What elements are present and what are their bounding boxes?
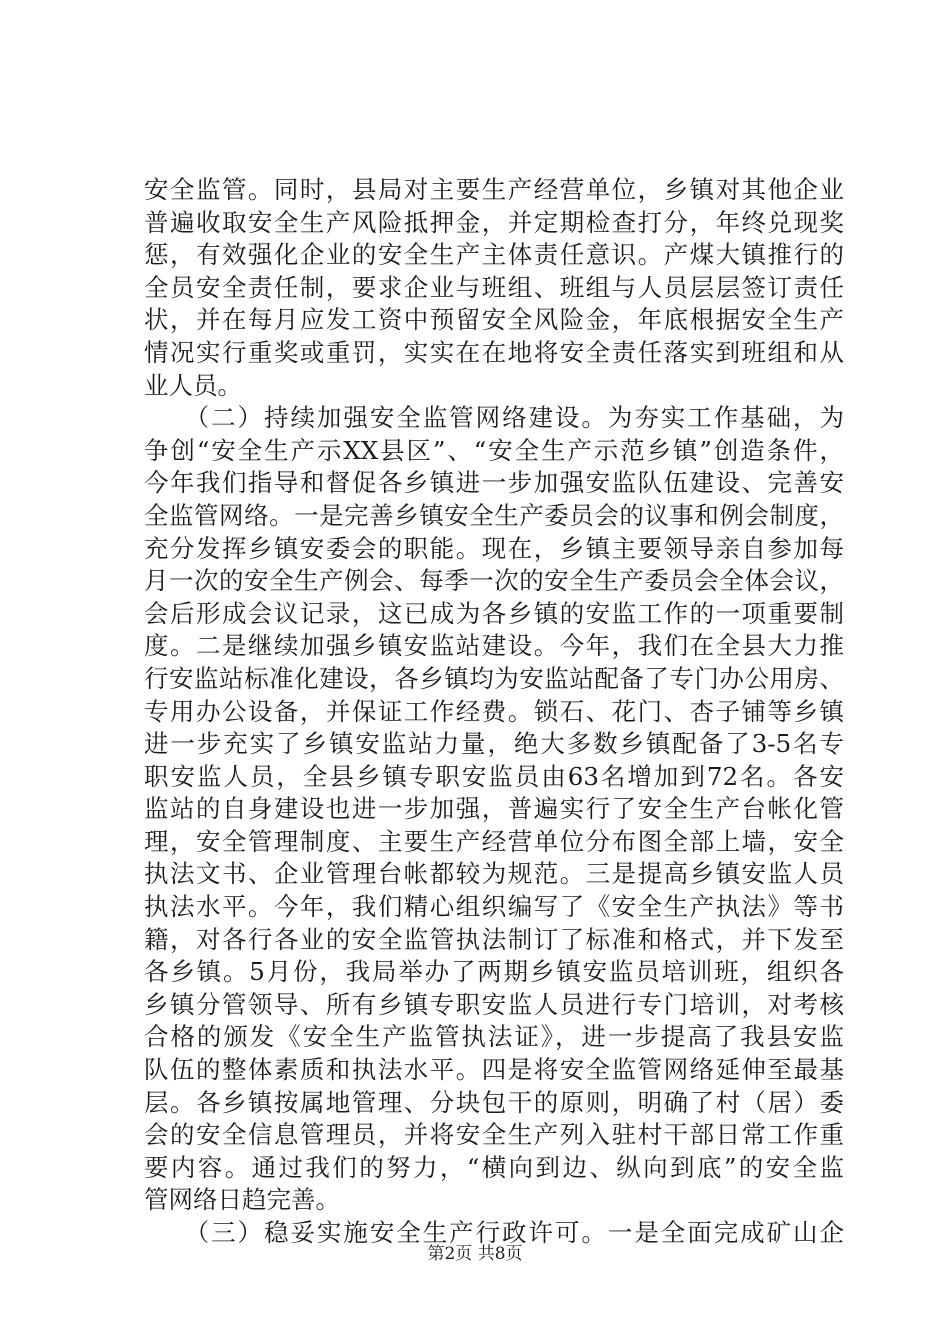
text-line: 会的安全信息管理员，并将安全生产列入驻村干部日常工作重 xyxy=(144,1120,844,1150)
text-line: 监站的自身建设也进一步加强，普遍实行了安全生产台帐化管 xyxy=(144,794,844,824)
text-line: 籍，对各行各业的安全监管执法制订了标准和格式，并下发至 xyxy=(144,924,844,954)
text-line: 行安监站标准化建设，各乡镇均为安监站配备了专门办公用房、 xyxy=(144,663,844,693)
text-line: 会后形成会议记录，这已成为各乡镇的安监工作的一项重要制 xyxy=(144,598,844,628)
text-line: 全监管网络。一是完善乡镇安全生产委员会的议事和例会制度， xyxy=(144,500,844,530)
text-line: 执法水平。今年，我们精心组织编写了《安全生产执法》等书 xyxy=(144,892,844,922)
text-line: 各乡镇。5月份，我局举办了两期乡镇安监员培训班，组织各 xyxy=(144,957,844,987)
text-line: 理，安全管理制度、主要生产经营单位分布图全部上墙，安全 xyxy=(144,826,844,856)
page-number-footer: 第2页 共8页 xyxy=(427,1244,523,1264)
text-line: 状，并在每月应发工资中预留安全风险金，年底根据安全生产 xyxy=(144,305,844,335)
text-line: 普遍收取安全生产风险抵押金，并定期检查打分，年终兑现奖 xyxy=(144,207,844,237)
text-line: 争创“安全生产示XX县区”、“安全生产示范乡镇”创造条件， xyxy=(144,435,844,465)
document-body xyxy=(144,174,844,1250)
text-line: 惩，有效强化企业的安全生产主体责任意识。产煤大镇推行的 xyxy=(144,240,844,270)
text-line: 要内容。通过我们的努力，“横向到边、纵向到底”的安全监 xyxy=(144,1152,844,1182)
text-line: 情况实行重奖或重罚，实实在在地将安全责任落实到班组和从 xyxy=(144,337,844,367)
text-line: 管网络日趋完善。 xyxy=(144,1185,340,1215)
text-line: 月一次的安全生产例会、每季一次的安全生产委员会全体会议， xyxy=(144,566,844,596)
text-line: 队伍的整体素质和执法水平。四是将安全监管网络延伸至最基 xyxy=(144,1055,844,1085)
text-line: 进一步充实了乡镇安监站力量，绝大多数乡镇配备了3-5名专 xyxy=(144,729,844,759)
text-line: 职安监人员，全县乡镇专职安监员由63名增加到72名。各安 xyxy=(144,761,844,791)
text-line: 全员安全责任制，要求企业与班组、班组与人员层层签订责任 xyxy=(144,272,844,302)
text-line: 业人员。 xyxy=(144,370,242,400)
text-line: 度。二是继续加强乡镇安监站建设。今年，我们在全县大力推 xyxy=(144,631,844,661)
text-line: 层。各乡镇按属地管理、分块包干的原则，明确了村（居）委 xyxy=(144,1087,844,1117)
text-line: （三）稳妥实施安全生产行政许可。一是全面完成矿山企 xyxy=(144,1218,844,1247)
text-line: 专用办公设备，并保证工作经费。锁石、花门、杏子铺等乡镇 xyxy=(144,696,844,726)
text-line: 乡镇分管领导、所有乡镇专职安监人员进行专门培训，对考核 xyxy=(144,989,844,1019)
text-line: 充分发挥乡镇安委会的职能。现在，乡镇主要领导亲自参加每 xyxy=(144,533,844,563)
text-line: （二）持续加强安全监管网络建设。为夯实工作基础，为 xyxy=(144,403,844,433)
text-line: 执法文书、企业管理台帐都较为规范。三是提高乡镇安监人员 xyxy=(144,859,844,889)
text-line: 安全监管。同时，县局对主要生产经营单位，乡镇对其他企业 xyxy=(144,175,844,204)
text-line: 今年我们指导和督促各乡镇进一步加强安监队伍建设、完善安 xyxy=(144,468,844,498)
text-line: 合格的颁发《安全生产监管执法证》，进一步提高了我县安监 xyxy=(144,1022,844,1052)
